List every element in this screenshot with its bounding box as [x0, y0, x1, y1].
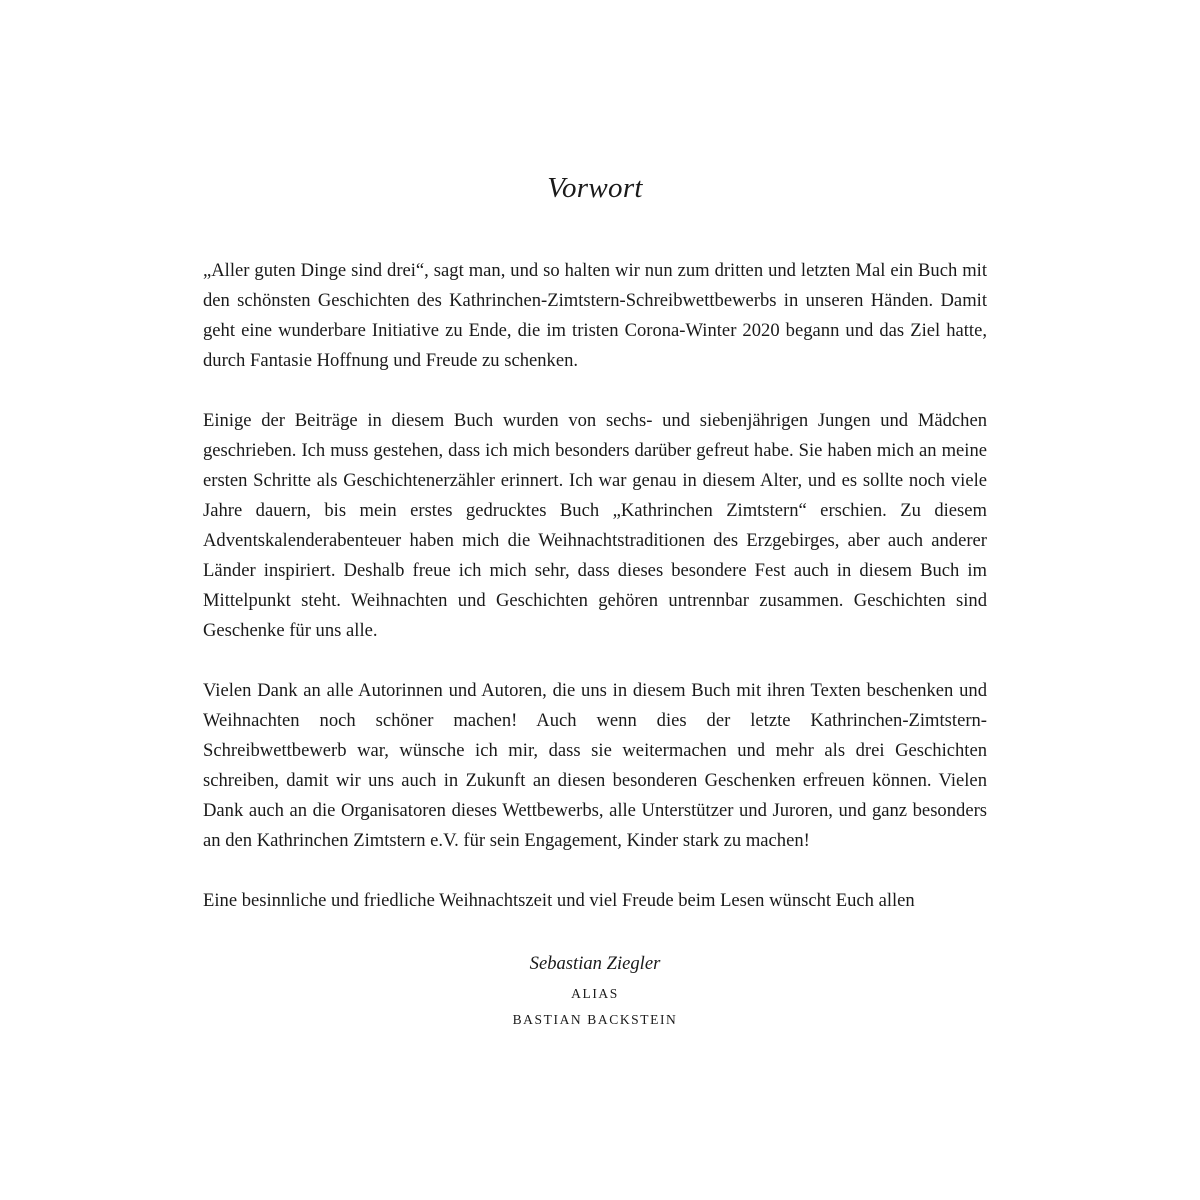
paragraph-1: „Aller guten Dinge sind drei“, sagt man, und so halten wir nun zum dritten und letzten Mal ein Buch mit den schönsten Geschichten des Kathrinchen-Zimtstern-Schreibwettbewerbs in unseren Händen. Damit geht eine wunderbare Initiative zu Ende, die im tristen Corona-Winter 2020 begann und das Ziel hatte, durch Fantasie Hoffnung und Freude zu schenken.	[203, 260, 987, 371]
signature-block	[0, 950, 1190, 1030]
closing-line: Eine besinnliche und friedliche Weihnachtszeit und viel Freude beim Lesen wünscht Euch allen	[203, 890, 915, 911]
paragraph-2: Einige der Beiträge in diesem Buch wurden von sechs- und siebenjährigen Jungen und Mädchen geschrieben. Ich muss gestehen, dass ich mich besonders darüber gefreut habe. Sie haben mich an meine ersten Schritte als Geschichtenerzähler erinnert. Ich war genau in diesem Alter, und es sollte noch viele Jahre dauern, bis mein erstes gedrucktes Buch „Kathrinchen Zimtstern“ erschien. Zu diesem Adventskalenderabenteuer haben mich die Weihnachtstraditionen des Erzgebirges, aber auch anderer Länder inspiriert. Deshalb freue ich mich sehr, dass dieses besondere Fest auch in diesem Buch im Mittelpunkt steht. Weihnachten und Geschichten gehören untrennbar zusammen. Geschichten sind Geschenke für uns alle.	[203, 410, 987, 641]
foreword-body	[203, 256, 987, 916]
paragraph-3: Vielen Dank an alle Autorinnen und Autoren, die uns in diesem Buch mit ihren Texten beschenken und Weihnachten noch schöner machen! Auch wenn dies der letzte Kathrinchen-Zimtstern-Schreibwettbewerb war, wünsche ich mir, dass sie weitermachen und mehr als drei Geschichten schreiben, damit wir uns auch in Zukunft an diesen besonderen Geschenken erfreuen können. Vielen Dank auch an die Organisatoren dieses Wettbewerbs, alle Unterstützer und Juroren, und ganz besonders an den Kathrinchen Zimtstern e.V. für sein Engagement, Kinder stark zu machen!	[203, 680, 987, 851]
page-title: Vorwort	[547, 172, 643, 204]
author-pseudonym: BASTIAN BACKSTEIN	[512, 1012, 678, 1027]
alias-label: ALIAS	[571, 986, 619, 1001]
author-name: Sebastian Ziegler	[529, 953, 661, 974]
